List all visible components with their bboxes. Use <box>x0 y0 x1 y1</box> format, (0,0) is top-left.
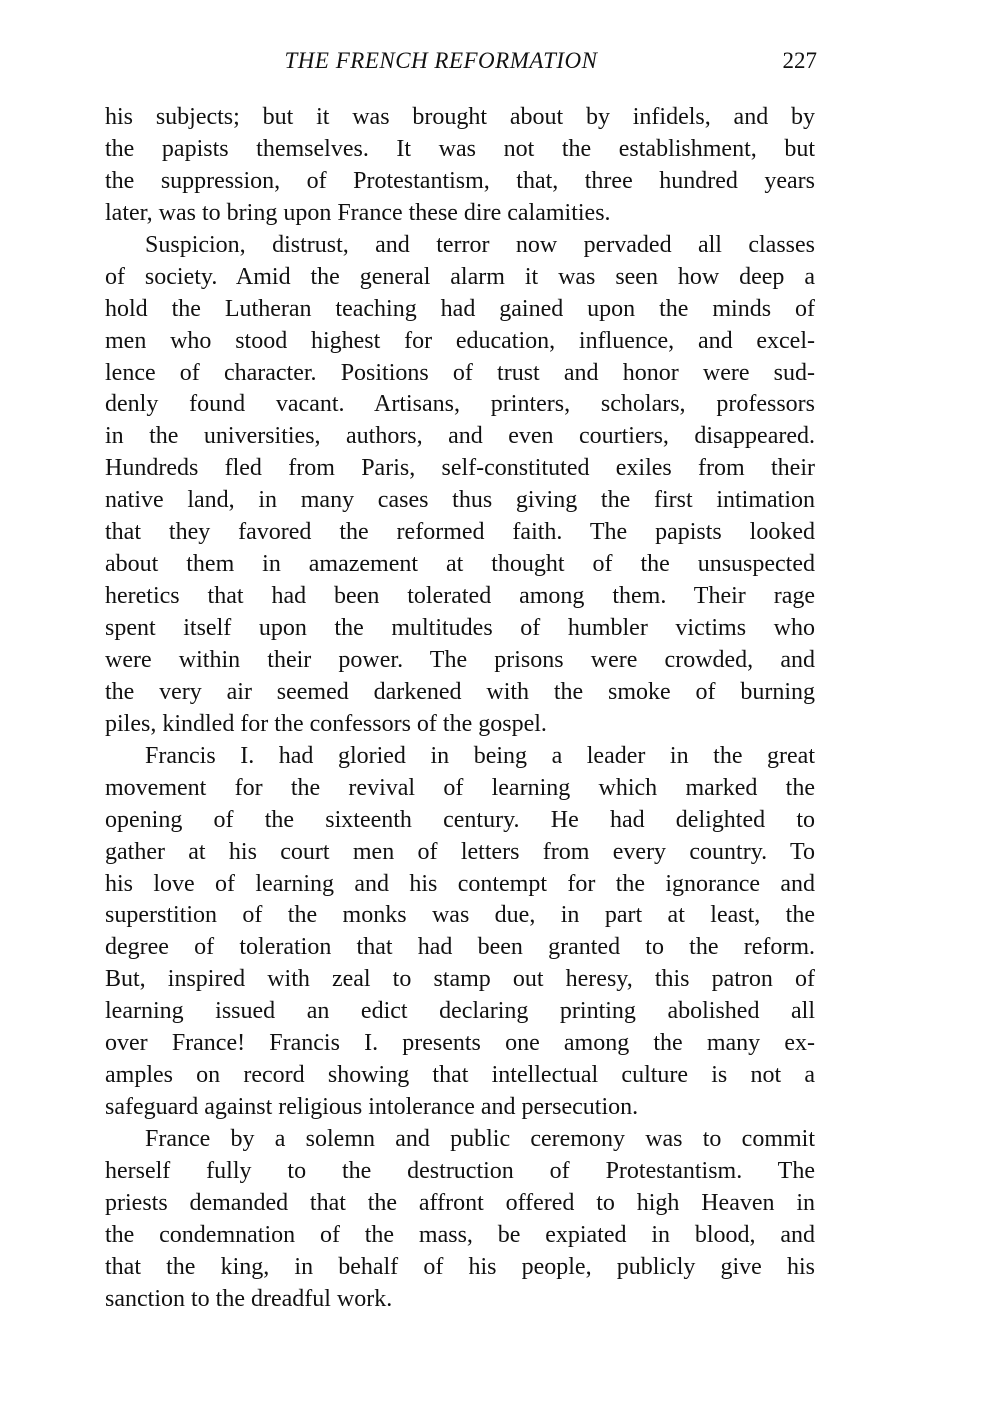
text-line: Hundreds fled from Paris, self-constituted exiles from their <box>105 455 815 482</box>
text-line: denly found vacant. Artisans, printers, scholars, professors <box>105 391 815 418</box>
text-line: native land, in many cases thus giving the first intimation <box>105 487 815 514</box>
text-line: were within their power. The prisons were crowded, and <box>105 646 815 673</box>
text-line: the very air seemed darkened with the smoke of burning <box>105 678 815 705</box>
text-line: his subjects; but it was brought about by infidels, and by <box>105 104 815 130</box>
body-text <box>105 102 815 1316</box>
text-line: over France! Francis I. presents one among the many ex- <box>105 1030 815 1057</box>
text-line: gather at his court men of letters from every country. To <box>105 838 815 865</box>
text-line: heretics that had been tolerated among them. Their rage <box>105 583 815 610</box>
text-line: the papists themselves. It was not the establishment, but <box>105 135 815 162</box>
text-line: that the king, in behalf of his people, publicly give his <box>105 1253 815 1280</box>
text-line: lence of character. Positions of trust and honor were sud- <box>105 359 815 386</box>
text-line: that they favored the reformed faith. The papists looked <box>105 519 815 546</box>
text-line: Suspicion, distrust, and terror now pervaded all classes <box>145 231 815 258</box>
running-title: THE FRENCH REFORMATION <box>284 48 598 73</box>
text-line: men who stood highest for education, influence, and excel- <box>105 327 815 354</box>
text-line: safeguard against religious intolerance and persecution. <box>105 1094 639 1121</box>
text-line: amples on record showing that intellectual culture is not a <box>105 1062 815 1089</box>
text-line: learning issued an edict declaring printing abolished all <box>105 998 815 1025</box>
paragraph <box>105 741 815 1124</box>
page-number: 227 <box>782 48 817 73</box>
text-line: degree of toleration that had been granted to the reform. <box>105 934 815 961</box>
paragraph <box>105 230 815 741</box>
text-line: the condemnation of the mass, be expiated in blood, and <box>105 1221 815 1248</box>
text-line: piles, kindled for the confessors of the gospel. <box>105 710 547 737</box>
text-line: Francis I. had gloried in being a leader in the great <box>145 742 815 769</box>
page-header <box>105 48 817 82</box>
paragraph <box>105 102 815 230</box>
text-line: his love of learning and his contempt for the ignorance and <box>105 870 815 897</box>
text-line: France by a solemn and public ceremony was to commit <box>145 1126 815 1152</box>
text-line: in the universities, authors, and even courtiers, disappeared. <box>105 423 815 450</box>
paragraph <box>105 1124 815 1316</box>
text-line: later, was to bring upon France these dire calamities. <box>105 199 611 226</box>
text-line: the suppression, of Protestantism, that, three hundred years <box>105 167 815 194</box>
text-line: movement for the revival of learning which marked the <box>105 774 815 801</box>
text-line: about them in amazement at thought of the unsuspected <box>105 551 815 578</box>
text-line: spent itself upon the multitudes of humbler victims who <box>105 615 815 641</box>
text-line: sanction to the dreadful work. <box>105 1285 393 1312</box>
text-line: superstition of the monks was due, in part at least, the <box>105 902 815 929</box>
text-line: herself fully to the destruction of Protestantism. The <box>105 1157 815 1184</box>
text-line: opening of the sixteenth century. He had delighted to <box>105 806 815 833</box>
text-line: hold the Lutheran teaching had gained upon the minds of <box>105 295 815 322</box>
text-line: of society. Amid the general alarm it was seen how deep a <box>105 263 815 290</box>
text-line: But, inspired with zeal to stamp out heresy, this patron of <box>105 966 815 993</box>
text-line: priests demanded that the affront offered to high Heaven in <box>105 1189 815 1216</box>
